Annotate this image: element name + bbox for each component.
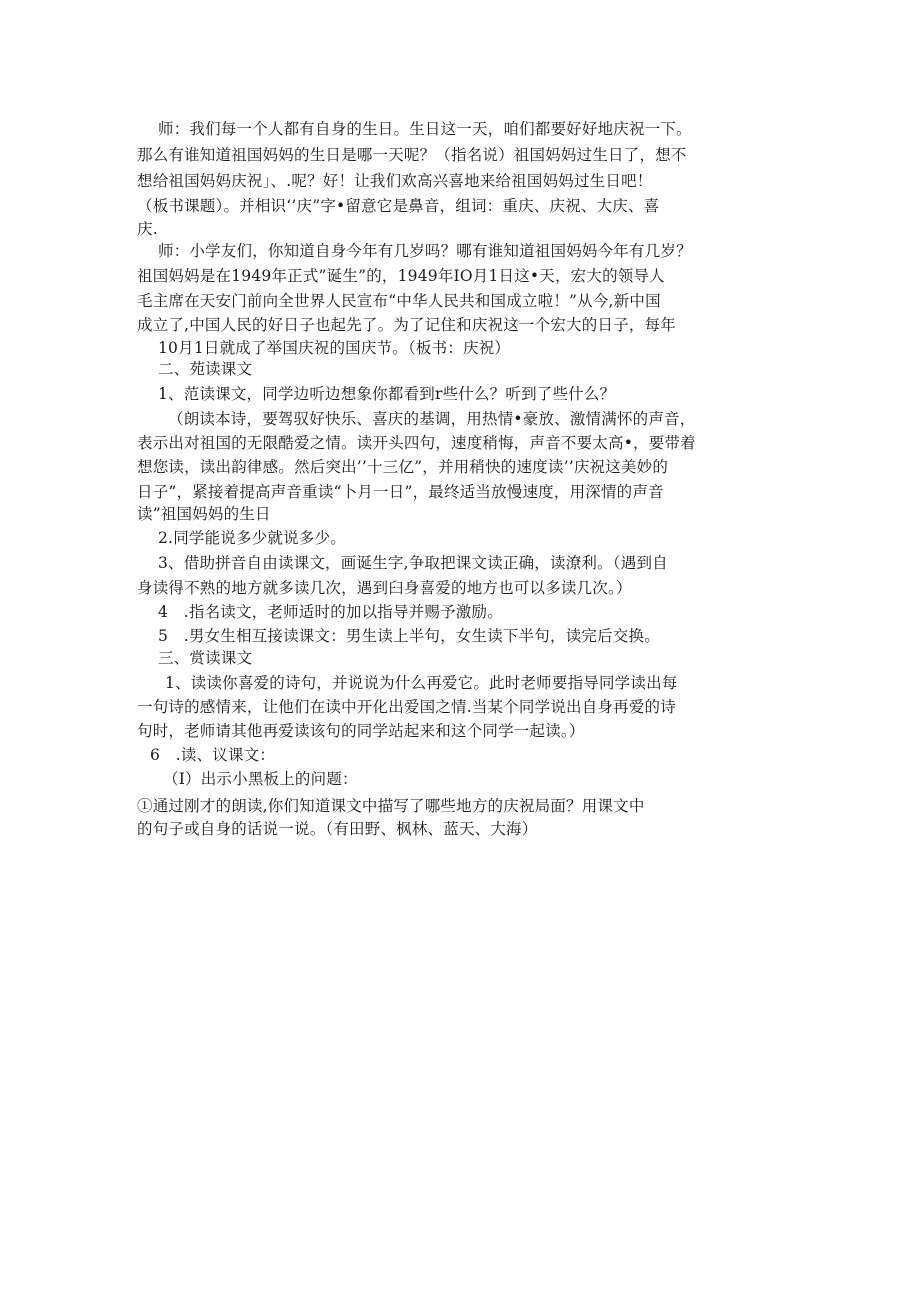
- note-line-2: 表示出对祖国的无限酷爱之情。读开头四句，速度稍悔，声音不要太高•，要带着: [137, 434, 696, 452]
- list-item-3: 3、借助拼音自由读课文，画诞生字,争取把课文读正确，读潦利。（遇到自: [158, 554, 668, 572]
- paragraph-line-4: （板书课题）。并相识‘’庆”字•留意它是鼻音，组词：重庆、庆祝、大庆、喜: [137, 197, 660, 215]
- note-line-5: 读”祖国妈妈的生日: [137, 505, 271, 523]
- question-line-1: ①通过刚才的朗读,你们知道课文中描写了哪些地方的庆祝局面？用课文中: [137, 797, 645, 815]
- list-item-4: 4 .指名读文，老师适时的加以指导并赐予激励。: [158, 603, 503, 621]
- section-heading-2: 二、苑读课文: [158, 360, 253, 378]
- paragraph-line-10: 10月1日就成了举国庆祝的国庆节。（板书：庆祝）: [158, 339, 511, 357]
- note-line-4: 日子”，紧接着提高声音重读“卜月一日”，最终适当放慢速度，用深情的声音: [137, 483, 664, 501]
- note-line-3: 想您读，读出韵律感。然后突出’’十三亿”，并用稍快的速度读’’庆祝这美妙的: [137, 458, 669, 476]
- list-item-6: 6 .读、议课文：: [150, 746, 276, 764]
- paragraph-line-9: 成立了,中国人民的好日子也起先了。为了记住和庆祝这一个宏大的日子，每年: [137, 316, 676, 334]
- list-item-appreciate-1-cont-2: 句时，老师请其他再爱读该句的同学站起来和这个同学一起读。）: [137, 722, 585, 740]
- paragraph-line-7: 祖国妈妈是在1949年正式”诞生”的，1949年IO月1日这•天，宏大的领导人: [137, 267, 665, 285]
- section-heading-3: 三、赏读课文: [158, 649, 253, 667]
- question-line-2: 的句子或自身的话说一说。（有田野、枫林、蓝天、大海）: [137, 820, 538, 838]
- sub-item-1: （I）出示小黑板上的问题：: [163, 770, 358, 788]
- list-item-1: 1、范读课文，同学边听边想象你都看到r些什么？听到了些什么？: [158, 385, 616, 403]
- list-item-appreciate-1-cont-1: 一句诗的感情来，让他们在读中开化出爱国之情.当某个同学说出自身再爱的诗: [137, 698, 676, 716]
- list-item-5: 5 .男女生相互接读课文：男生读上半句，女生读下半句，读完后交换。: [158, 627, 660, 645]
- paragraph-line-2: 那么有谁知道祖国妈妈的生日是哪一天呢？（指名说）祖国妈妈过生日了，想不: [137, 146, 687, 164]
- paragraph-line-6: 师：小学友们，你知道自身今年有几岁吗？哪有谁知道祖国妈妈今年有几岁？: [158, 242, 692, 260]
- paragraph-line-1: 师：我们每一个人都有自身的生日。生日这一天，咱们都要好好地庆祝一下。: [158, 120, 692, 138]
- list-item-3-cont: 身读得不熟的地方就多读几次，遇到臼身喜爱的地方也可以多读几次。）: [137, 579, 632, 597]
- paragraph-line-3: 想给祖国妈妈庆祝」、.呢？好！让我们欢高兴喜地来给祖国妈妈过生日吧！: [137, 172, 653, 190]
- paragraph-line-5: 庆.: [137, 220, 158, 238]
- paragraph-line-8: 毛主席在天安门前向全世界人民宣布“中华人民共和国成立啦！”从今,新中国: [137, 292, 661, 310]
- list-item-2: 2.同学能说多少就说多少。: [158, 529, 346, 547]
- note-line-1: （朗读本诗，要驾驭好快乐、喜庆的基调，用热情•豪放、激情满怀的声音，: [168, 410, 696, 428]
- list-item-appreciate-1: 1、读读你喜爱的诗句，并说说为什么再爱它。此时老师要指导同学读出每: [165, 674, 678, 692]
